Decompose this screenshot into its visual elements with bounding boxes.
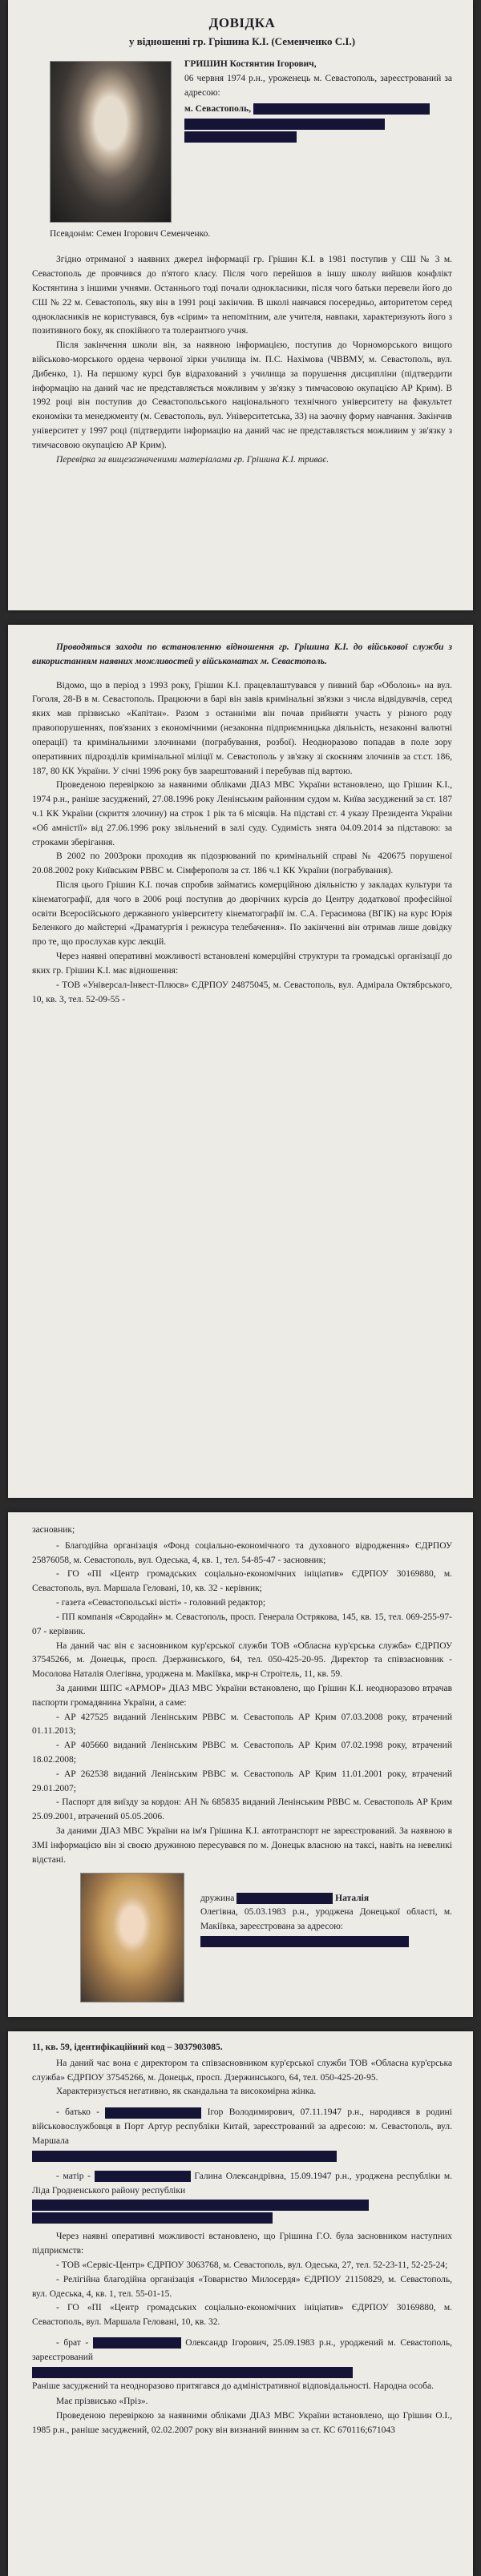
- portrait-photo: [50, 61, 172, 223]
- father-label: - батько -: [56, 2107, 99, 2118]
- paragraph: Відомо, що в період з 1993 року, Грішин К.І. працевлаштувався у пивний бар «Оболонь» на вул. Гоголя, 28-В в м. Севастополь. Працюючи в барі він завів кримінальні зв'язки з числа відвідувачів, серед яких мав прізвисько «Капітан». Разом з останніми він почав прийняти участь у рiзного роду правопорушеннях, пов'язаних з економічними (незаконна підприємницька діяльність, незаконні валютні операції) та кримінальними злочинами (пограбування, розбої). Неодноразово попадав в поле зору оперативних підрозділів кримінальної міліції м. Севастополь у зв'язку зі скоєнням злочинів за ст.ст. 186, 187, 80 КК України. У січні 1996 року був заарештований і перебував під вартою.: [32, 680, 452, 776]
- redaction-bar: [253, 103, 430, 115]
- paragraph: Після цього Грішин К.І. почав спробив займатись комерційною діяльністю у закладах культури та кінематографії, для чого в 2006 році поступив до дворічних курсів до Центру додаткової професійної освіти Всеросійського державного університету кінематографії ім. С.А. Герасимова (ВГІК) на курс Юрія Беленкого до майстерні «Драматургія і режисура телебачення». По закінченні він отримав лише довідку про те, що прослухав курс лекцій.: [32, 880, 452, 948]
- paragraph: Проведеною перевіркою за наявними обліками ДІАЗ МВС України встановлено, що Грішин К.І., 1974 р.н., раніше засуджений, 27.08.1996 року Ленінським районним судом м. Київа засуджений за ст. 187 ч.1 КК України (скриття злочину) на строк 1 рік та 6 місяців. На підставі ст. 4 указу Президента України «Об амністії» від 27.06.1996 року звільнений в залі суду. Судимість знята 04.09.2014 за підставою: за строками зберігання.: [32, 780, 452, 847]
- paragraph: - ТОВ «Сервіс-Центр» ЄДРПОУ 3063768, м. Севастополь, вул. Одеська, 27, тел. 52-23-11, 52-25-24;: [56, 2260, 448, 2270]
- paragraph: Проведеною перевіркою за наявними обліками ДІАЗ МВС України встановлено, що Грішин О.І., 1985 р.н., раніше засуджений, 02.02.2007 року він визнаний винним за ст. КС 670116;671043: [32, 2411, 452, 2436]
- paragraph: - газета «Севастопольські вісті» - головний редактор;: [56, 1598, 266, 1608]
- paragraph: Згідно отриманої з наявних джерел інформації гр. Грішин К.І. в 1981 поступив у СШ № 3 м. Севастополь де провчився до п'ятого класу. Після чого перейшов в іншу школу вийшов конфлікт Костянтина з іншими учнями. Останнього тоді почали однокласники, після чого батьки перевели його до СШ № 22 м. Севастополь, яку він в 1991 році закінчив. В школі навчався посередньо, авторитетом серед однокласників не користувався, був «сірим» та непомітним, але учителя, навпаки, характеризують його з позитивного боку, як спокійного та толерантного учня.: [32, 255, 452, 336]
- spouse-first-name: Наталія: [335, 1893, 370, 1903]
- brother-entry: [32, 2337, 452, 2365]
- mother-entry: [32, 2170, 452, 2199]
- document-page-4: [8, 2031, 473, 2576]
- document-page-2: [8, 625, 473, 1498]
- paragraph: - АР 427525 виданий Ленінським РВВС м. Севастополь АР Крим 07.03.2008 року, втрачений 01.11.2013;: [32, 1712, 452, 1737]
- spouse-label: дружина: [200, 1893, 235, 1903]
- paragraph: - ГО «ПІ «Центр громадських соціально-економічних ініціатив» ЄДРПОУ 30169880, м. Севастополь, вул. Маршала Геловані, 10, кв. 32 - керівник;: [32, 1569, 452, 1594]
- redaction-bar: [95, 2171, 191, 2182]
- mother-details: Галина Олександрівна, 15.09.1947 р.н., уроджена республіки м. Ліда Гродненського району республіки: [32, 2171, 452, 2196]
- spouse-details: Олегівна, 05.03.1983 р.н., уроджена Донецької області, м. Макіївка, зареєстрована за адресою:: [200, 1907, 452, 1932]
- redaction-bar: [32, 2367, 353, 2378]
- mother-label: - матір -: [56, 2171, 91, 2181]
- paragraph: - Релігійна благодійна організація «Товариство Милосердя» ЄДРПОУ 21150829, м. Севастополь, вул. Одеська, 4, кв. 1, тел. 55-01-15.: [32, 2274, 452, 2299]
- intro-paragraph: Проводяться заходи по встановленню відношення гр. Грішина К.І. до військової служби з використанням наявних можливостей у військоматах м. Севастополь.: [32, 642, 452, 666]
- spouse-photo: [80, 1873, 184, 2002]
- paragraph: - Благодійна організація «Фонд соціально-економічного та духовного відродження» ЄДРПОУ 25876058, м. Севастополь, вул. Одеська, 4, кв. 1, тел. 54-85-47 - засновник;: [32, 1540, 452, 1565]
- redaction-bar: [184, 119, 385, 130]
- father-entry: [32, 2106, 452, 2148]
- subject-details: 06 червня 1974 р.н., уроженець м. Севастополь, зареєстрований за адресою:: [184, 74, 452, 99]
- redaction-bar: [105, 2107, 201, 2119]
- redaction-bar: [32, 2212, 273, 2224]
- paragraph: За даними ДІАЗ МВС України на ім'я Грішина К.І. автотранспорт не зареєстрований. За наявною в ЗМІ інформацією він зі своєю дружиною пересувався по м. Донецьк власною на таксі, навіть на невеликі відстані.: [32, 1826, 452, 1865]
- document-page-3: [8, 1512, 473, 2017]
- redaction-bar: [200, 1936, 409, 1947]
- paragraph: - АР 262538 виданий Ленінським РВВС м. Севастополь АР Крим 11.01.2001 року, втрачений 29.01.2007;: [32, 1769, 452, 1793]
- document-subtitle: у відношенні гр. Грішина К.І. (Семенченко С.І.): [128, 35, 356, 48]
- paragraph: На даний час він є засновником кур'єрської служби ТОВ «Обласна кур'єрська служба» ЄДРПОУ 37545266, м. Донецьк, просп. Дзержинського, 64, тел. 050-425-20-95. Директор та співзасновник - Мосолова Наталія Олегівна, уроджена м. Макіївка, мкр-н Строітель, 11, кв. 59.: [32, 1640, 452, 1680]
- brother-label: - брат -: [56, 2338, 89, 2348]
- paragraph: - Паспорт для виїзду за кордон: АН № 685835 виданий Ленінським РВВС м. Севастополь АР Крим 25.09.2001, втрачений 05.05.2006.: [32, 1797, 452, 1822]
- redaction-bar: [184, 131, 297, 143]
- paragraph: На даний час вона є директором та співзасновником кур'єрської служби ТОВ «Обласна кур'єрська служба» ЄДРПОУ 37545266, м. Донецьк, просп. Дзержинського, 64, тел. 050-425-20-95.: [32, 2058, 452, 2083]
- pseudonym: Псевдонім: Семен Ігорович Семенченко.: [50, 229, 211, 239]
- subject-address: м. Севастополь,: [184, 103, 252, 114]
- document-title: ДОВІДКА: [208, 15, 276, 30]
- page4-top-line: 11, кв. 59, ідентифікаційний код – 3037903085.: [32, 2043, 223, 2052]
- father-details: Ігор Володимирович, 07.11.1947 р.н., народився в родині військовослужбовця в Порт Артур республіки Китай, зареєстрований за адресою: м. Севастополь, вул. Маршала: [32, 2107, 452, 2146]
- brother-more: Раніше засуджений та неодноразово притягався до адміністративної відповідальності. Народна особа.: [32, 2381, 434, 2391]
- paragraph: В 2002 по 2003роки проходив як підозрюваний по кримінальній справі № 420675 порушеної 20.08.2002 року Київським РВВС м. Сімферополя за ст. 186 ч.1 КК України (пограбування).: [32, 851, 452, 876]
- redaction-bar: [32, 2151, 337, 2162]
- subject-name: ГРИШИН Костянтин Ігорович,: [184, 59, 317, 70]
- paragraph: засновник;: [32, 1525, 75, 1535]
- redaction-bar: [32, 2200, 369, 2211]
- redaction-bar: [236, 1893, 333, 1904]
- redaction-bar: [93, 2337, 181, 2349]
- paragraph: Після закінчення школи він, за наявною інформацією, поступив до Чорноморського вищого військово-морського ордена червоної зірки училища ім. П.С. Нахімова (ЧВВМУ, м. Севастополь, вул. Дибенко, 1). На першому курсі був відрахований з училища за порушення дисципліни (підтвердити інформацію на даний час не представляється можливим у зв'язку з тимчасовою окупацією АР Крим). В 1992 році він поступив до Севастопольського національного технічного університету на факультет економіки та менеджменту (м. Севастополь, вул. Університетська, 33) на заочну форму навчання. Закінчив університет у 1997 році (підтвердити інформацію на даний час не представляється можливим у зв'язку з тимчасовою окупацією АР Крим).: [32, 340, 452, 450]
- paragraph: - ТОВ «Універсал-Інвест-Плюсв» ЄДРПОУ 24875045, м. Севастополь, вул. Адмірала Октябрського, 10, кв. 3, тел. 52-09-55 -: [32, 980, 452, 1004]
- paragraph: Через наявні оперативні можливості встановлені комерційні структури та громадські організації до яких гр. Грішин К.І. має відношення:: [32, 952, 452, 976]
- paragraph: За даними ШПС «АРМОР» ДІАЗ МВС України встановлено, що Грішин К.І. неодноразово втрачав паспорти громадянина України, а саме:: [32, 1683, 452, 1708]
- paragraph: Характеризується негативно, як скандальна та високомірна жінка.: [56, 2087, 317, 2097]
- paragraph: Перевірка за вищезазначеними матеріалами гр. Грішина К.І. триває.: [56, 454, 329, 465]
- paragraph: - ПП компанія «Євродайн» м. Севастополь, просп. Генерала Острякова, 145, кв. 15, тел. 069-255-97-07 - керівник.: [32, 1612, 452, 1636]
- paragraph: - АР 405660 виданий Ленінським РВВС м. Севастополь АР Крим 07.02.1998 року, втрачений 18.02.2008;: [32, 1741, 452, 1765]
- document-page-1: [8, 0, 473, 610]
- nickname: Має прізвисько «Пріз».: [56, 2397, 148, 2407]
- brother-details: Олександр Ігорович, 25.09.1983 р.н., уроджений м. Севастополь, зареєстрований: [32, 2338, 453, 2362]
- paragraph: - ГО «ПІ «Центр громадських соціально-економічних ініціатив» ЄДРПОУ 30169880, м. Севастополь, вул. Маршала Геловані, 10, кв. 32.: [32, 2303, 452, 2328]
- paragraph: Через наявні оперативні можливості встановлено, що Грішина Г.О. була засновником наступних підприємств:: [32, 2232, 452, 2256]
